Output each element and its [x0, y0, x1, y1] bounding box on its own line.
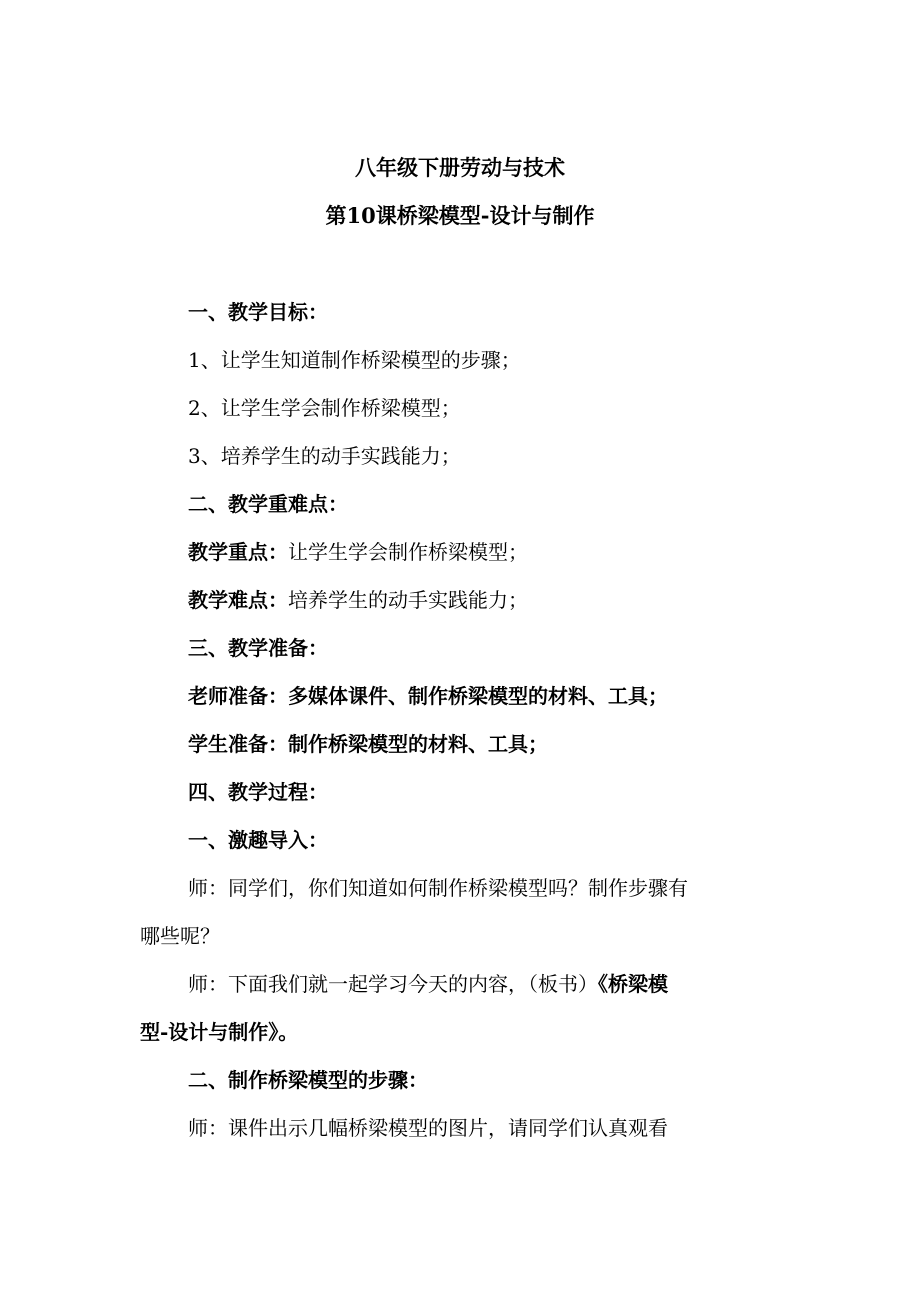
section-heading-process: 四、教学过程：: [188, 780, 328, 804]
paragraph-blackboard-plain: 师：下面我们就一起学习今天的内容，（板书）: [188, 972, 598, 996]
paragraph-blackboard-bold: 《桥梁模: [598, 972, 668, 996]
paragraph-intro-line1: 师：同学们，你们知道如何制作桥梁模型吗？制作步骤有: [188, 876, 688, 900]
section-heading-goals: 一、教学目标：: [188, 300, 328, 324]
key-point-line: [188, 537, 528, 567]
difficulty-label: 教学难点：: [188, 588, 288, 612]
difficulty-text: 培养学生的动手实践能力；: [288, 588, 528, 612]
subheading-steps: 二、制作桥梁模型的步骤：: [188, 1068, 428, 1092]
key-point-text: 让学生学会制作桥梁模型；: [288, 540, 528, 564]
doc-title-lesson: 第10课桥梁模型-设计与制作: [325, 203, 595, 228]
subheading-introduction: 一、激趣导入：: [188, 828, 328, 852]
goal-item-1: 1、让学生知道制作桥梁模型的步骤；: [188, 348, 521, 372]
difficulty-line: [188, 585, 528, 615]
paragraph-intro-line2: 哪些呢？: [140, 924, 220, 948]
paragraph-blackboard-line1: [188, 969, 668, 999]
student-preparation: 学生准备：制作桥梁模型的材料、工具；: [188, 732, 548, 756]
paragraph-steps-line1: 师：课件出示几幅桥梁模型的图片，请同学们认真观看: [188, 1116, 668, 1140]
goal-item-3: 3、培养学生的动手实践能力；: [188, 444, 461, 468]
teacher-preparation: 老师准备：多媒体课件、制作桥梁模型的材料、工具；: [188, 684, 668, 708]
doc-title-grade: 八年级下册劳动与技术: [355, 155, 565, 180]
section-heading-key-points: 二、教学重难点：: [188, 492, 348, 516]
key-point-label: 教学重点：: [188, 540, 288, 564]
section-heading-preparation: 三、教学准备：: [188, 636, 328, 660]
paragraph-blackboard-line2: 型-设计与制作》。: [140, 1020, 299, 1044]
goal-item-2: 2、让学生学会制作桥梁模型；: [188, 396, 461, 420]
